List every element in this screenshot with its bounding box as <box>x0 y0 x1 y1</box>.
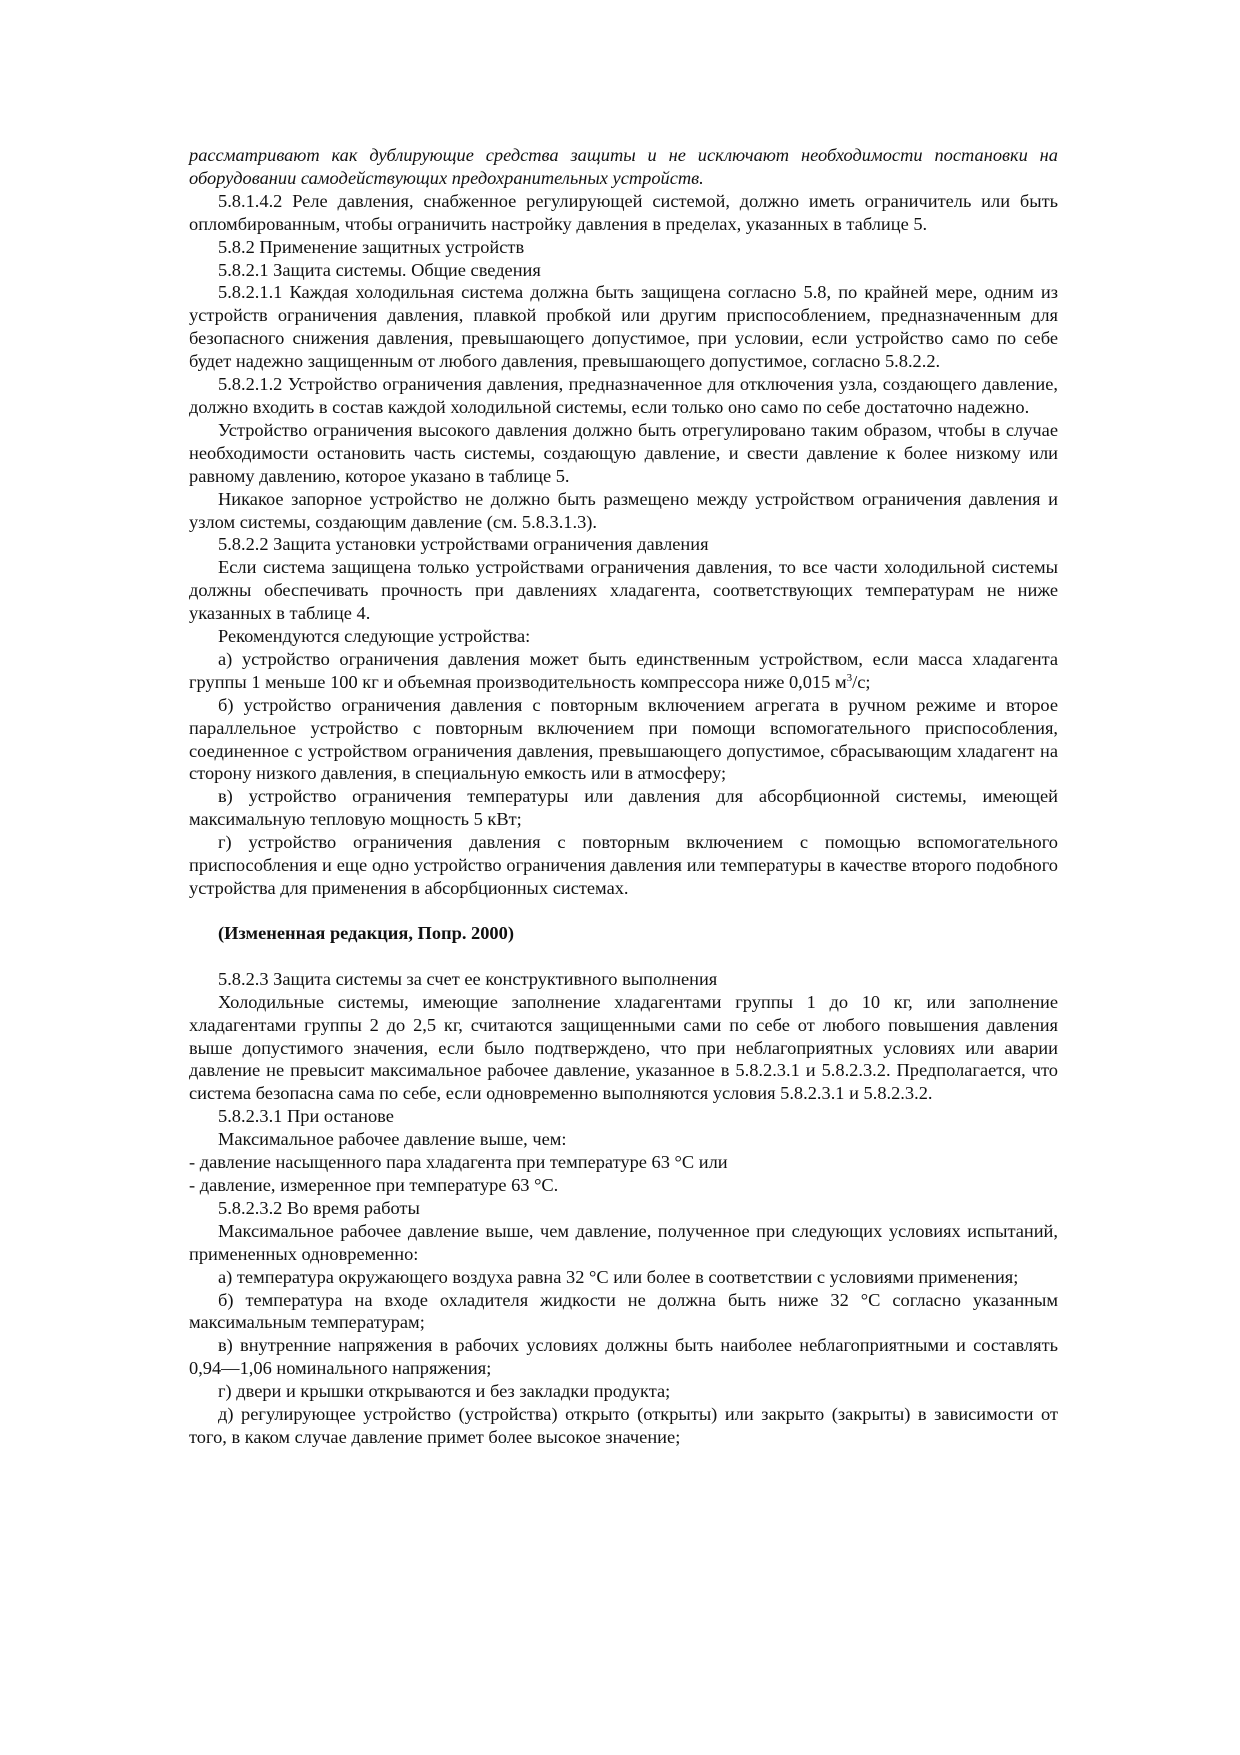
section-heading: 5.8.2.2 Защита установки устройствами ограничения давления <box>218 534 709 555</box>
paragraph: рассматривают как дублирующие средства защиты и не исключают необходимости постановки на оборудовании самодействующих предохранительных устройств. <box>189 145 1058 188</box>
list-item: д) регулирующее устройство (устройства) открыто (открыты) или закрыто (закрыты) в зависимости от того, в каком случае давление примет более высокое значение; <box>189 1404 1058 1447</box>
list-item: г) устройство ограничения давления с повторным включением с помощью вспомогательного приспособления и еще одно устройство ограничения давления или температуры в качестве второго подобного устройства для применения в абсорбционных системах. <box>189 832 1058 898</box>
paragraph: 5.8.2.1.1 Каждая холодильная система должна быть защищена согласно 5.8, по крайней мере, одним из устройств ограничения давления, плавкой пробкой или другим приспособлением, предназначенным для безопасного снижения давления, превышающего допустимое, при условии, если устройство само по себе будет надежно защищенным от любого давления, превышающего допустимое, согласно 5.8.2.2. <box>189 282 1058 372</box>
paragraph: Максимальное рабочее давление выше, чем: <box>218 1129 567 1150</box>
section-heading: 5.8.2.1 Защита системы. Общие сведения <box>218 259 541 280</box>
paragraph: Если система защищена только устройствами ограничения давления, то все части холодильной системы должны обеспечивать прочность при давлениях хладагента, соответствующих температурам не ниже указанных в таблице 4. <box>189 557 1058 624</box>
list-item: б) устройство ограничения давления с повторным включением агрегата в ручном режиме и второе параллельное устройство с повторным включением при помощи вспомогательного приспособления, соединенное с устройством ограничения давления, превышающего допустимое, сбрасывающим хладагент на сторону низкого давления, в специальную емкость или в атмосферу; <box>189 694 1058 784</box>
list-item: в) внутренние напряжения в рабочих условиях должны быть наиболее неблагоприятными и составлять 0,94—1,06 номинального напряжения; <box>189 1335 1058 1379</box>
superscript: 3 <box>846 671 853 684</box>
paragraph: Максимальное рабочее давление выше, чем давление, полученное при следующих условиях испытаний, примененных одновременно: <box>189 1220 1058 1264</box>
section-heading: 5.8.2.3.1 При останове <box>218 1106 394 1127</box>
list-item: - давление насыщенного пара хладагента при температуре 63 °С или <box>189 1152 728 1173</box>
paragraph: Никакое запорное устройство не должно быть размещено между устройством ограничения давления и узлом системы, создающим давление (см. 5.8.3.1.3). <box>189 488 1058 532</box>
section-heading: 5.8.2.3 Защита системы за счет ее конструктивного выполнения <box>218 968 718 989</box>
document-body <box>189 144 1058 1449</box>
paragraph: Устройство ограничения высокого давления должно быть отрегулировано таким образом, чтобы в случае необходимости остановить часть системы, создающую давление, и свести давление к более низкому или равному давлению, которое указано в таблице 5. <box>189 419 1058 486</box>
paragraph: 5.8.1.4.2 Реле давления, снабженное регулирующей системой, должно иметь ограничитель или быть опломбированным, чтобы ограничить настройку давления в пределах, указанных в таблице 5. <box>189 190 1058 234</box>
unit-suffix: /с; <box>852 671 871 692</box>
list-item: а) устройство ограничения давления может быть единственным устройством, если масса хладагента группы 1 меньше 100 кг и объемная производительность компрессора ниже 0,015 $м^3/с$; <box>189 648 1058 692</box>
list-item: в) устройство ограничения температуры или давления для абсорбционной системы, имеющей максимальную тепловую мощность 5 кВт; <box>189 786 1058 830</box>
paragraph: Холодильные системы, имеющие заполнение хладагентами группы 1 до 10 кг, или заполнение хладагентами группы 2 до 2,5 кг, считаются защищенными сами по себе от любого повышения давления выше допустимого значения, если было подтверждено, что при неблагоприятных условиях или аварии давление не превысит максимальное рабочее давление, указанное в 5.8.2.3.1 и 5.8.2.3.2. Предполагается, что система безопасна сама по себе, если одновременно выполняются условия 5.8.2.3.1 и 5.8.2.3.2. <box>189 991 1058 1104</box>
list-item: б) температура на входе охладителя жидкости не должна быть ниже 32 °С согласно указанным максимальным температурам; <box>189 1289 1058 1333</box>
paragraph: 5.8.2.1.2 Устройство ограничения давления, предназначенное для отключения узла, создающего давление, должно входить в состав каждой холодильной системы, если только оно само по себе достаточно надежно. <box>189 374 1058 417</box>
section-heading: 5.8.2 Применение защитных устройств <box>218 236 525 257</box>
amendment-note: (Измененная редакция, Попр. 2000) <box>218 922 514 943</box>
list-item: г) двери и крышки открываются и без закладки продукта; <box>218 1381 671 1402</box>
list-item: а) температура окружающего воздуха равна 32 °С или более в соответствии с условиями применения; <box>218 1266 1019 1287</box>
section-heading: 5.8.2.3.2 Во время работы <box>218 1197 420 1218</box>
paragraph: Рекомендуются следующие устройства: <box>218 626 531 647</box>
list-item: - давление, измеренное при температуре 63 °С. <box>189 1174 559 1195</box>
